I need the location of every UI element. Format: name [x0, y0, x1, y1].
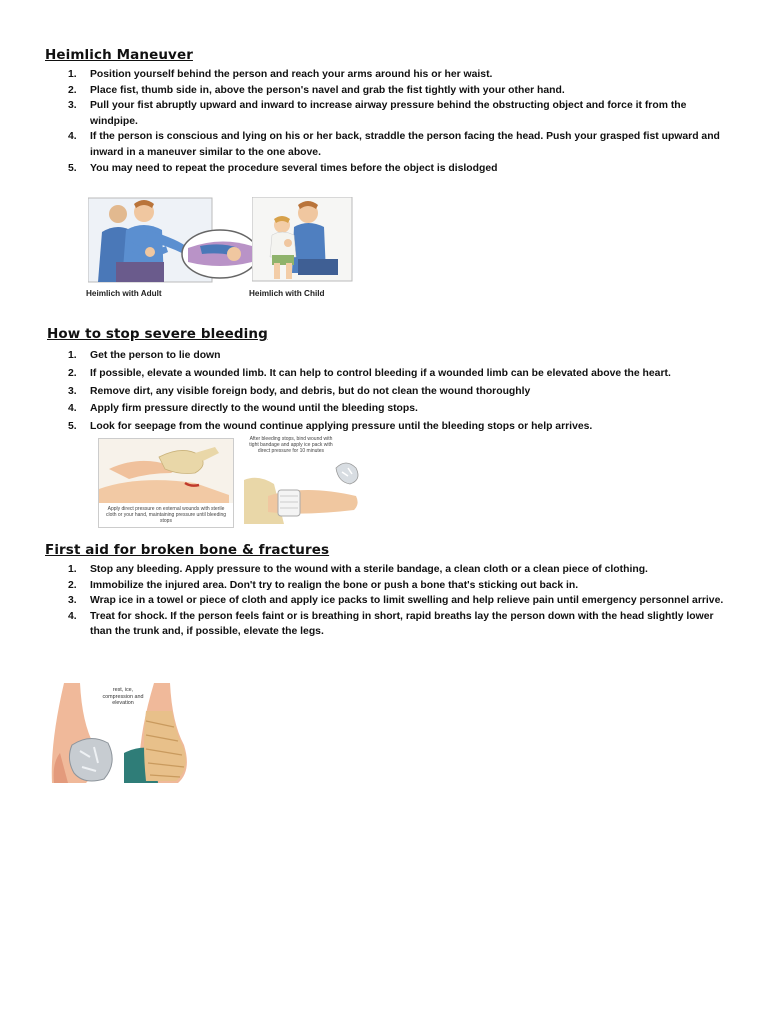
fractures-steps	[68, 562, 732, 640]
ice-pack-icon	[244, 460, 364, 524]
heimlich-step: 2. Place fist, thumb side in, above the person's navel and grab the fist tightly with your other hand.	[68, 84, 565, 96]
bleeding-step: 5. Look for seepage from the wound continue applying pressure until the bleeding stops or help arrives.	[68, 421, 593, 433]
heimlich-child-caption: Heimlich with Child	[249, 289, 325, 298]
fractures-step: 3. Wrap ice in a towel or piece of cloth and apply ice packs to limit swelling and help relieve pain until emergency personnel arrive.	[68, 595, 724, 607]
heimlich-child-illustration	[252, 197, 354, 283]
bandage-ice-illustration	[244, 436, 364, 524]
rice-label: rest, ice, compression and elevation	[102, 687, 144, 707]
heimlich-step: 5. You may need to repeat the procedure several times before the object is dislodged	[68, 162, 498, 174]
bleeding-heading: How to stop severe bleeding	[47, 326, 268, 342]
bleeding-steps	[68, 347, 732, 436]
fractures-step: 1. Stop any bleeding. Apply pressure to the wound with a sterile bandage, a clean cloth or a clean piece of clothing.	[68, 564, 648, 575]
heimlich-step: 3. Pull your fist abruptly upward and inward to increase airway pressure behind the obstructing object and force it from the windpipe.	[68, 100, 687, 127]
heimlich-steps	[68, 67, 732, 176]
fractures-step: 2. Immobilize the injured area. Don't try to realign the bone or push a bone that's sticking out back in.	[68, 579, 579, 591]
direct-pressure-caption: Apply direct pressure on external wounds with sterile cloth or your hand, maintaining pressure until bleeding stops	[105, 506, 227, 524]
heimlich-step: 4. If the person is conscious and lying on his or her back, straddle the person facing the head. Push your grasped fist upward and inward in a maneuver similar to the one above.	[68, 131, 720, 158]
direct-pressure-illustration	[98, 438, 234, 528]
bandage-ice-caption: After bleeding stops, bind wound with tight bandage and apply ice pack with direct pressure for 10 minutes	[249, 436, 333, 454]
heimlich-heading: Heimlich Maneuver	[45, 47, 193, 63]
rice-illustration	[50, 683, 196, 785]
bleeding-step: 4. Apply firm pressure directly to the wound until the bleeding stops.	[68, 403, 418, 415]
heimlich-adult-caption: Heimlich with Adult	[86, 289, 162, 298]
bleeding-step: 2. If possible, elevate a wounded limb. It can help to control bleeding if a wounded limb can be elevated above the heart.	[68, 367, 671, 379]
heimlich-adult-illustration	[88, 196, 262, 284]
fractures-step: 4. Treat for shock. If the person feels faint or is breathing in short, rapid breaths lay the person down with the head slightly lower than the trunk and, if possible, elevate the legs.	[68, 610, 714, 638]
hand-pressure-icon	[99, 439, 233, 503]
bleeding-step: 3. Remove dirt, any visible foreign body, and debris, but do not clean the wound thoroughly	[68, 385, 531, 397]
fractures-heading: First aid for broken bone & fractures	[45, 542, 330, 558]
bleeding-step: 1. Get the person to lie down	[68, 350, 221, 361]
heimlich-step: 1. Position yourself behind the person and reach your arms around his or her waist.	[68, 69, 493, 80]
